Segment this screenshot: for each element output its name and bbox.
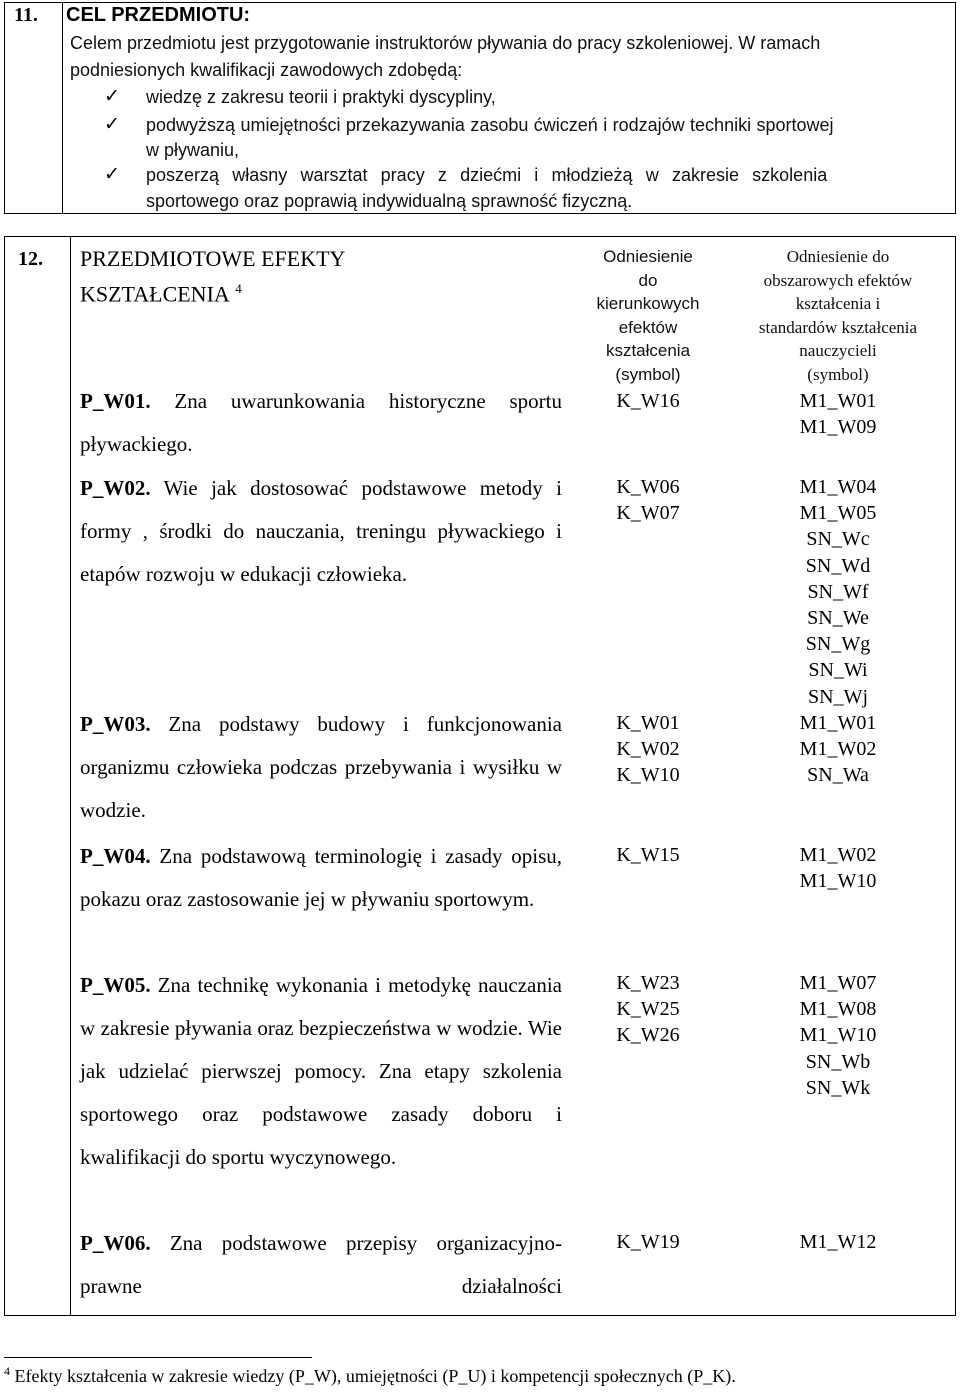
obszarowe-codes: [728, 388, 948, 440]
code-value: M1_W04: [799, 476, 877, 498]
effect-text: Wie jak dostosować podstawowe metody i formy , środki do nauczania, treningu pływackiego i etapów rozwoju w edukacji człowieka.: [80, 476, 562, 586]
code-value: K_W26: [616, 1024, 680, 1047]
effect-text: Zna technikę wykonania i metodykę nauczania w zakresie pływania oraz bezpieczeństwa w wodzie. Wie jak udzielać pierwszej pomocy. Zna etapy szkolenia sportowego oraz podstawowe zasady doboru i kwalifikacji do sportu wyczynowego.: [80, 973, 562, 1169]
section-11-intro-line2: podniesionych kwalifikacji zawodowych zdobędą:: [70, 60, 463, 80]
header-line: obszarowych efektów: [763, 270, 913, 290]
effect-code: P_W02.: [80, 476, 151, 500]
code-value: K_W02: [616, 738, 680, 761]
code-value: K_W19: [616, 1231, 680, 1253]
effect-code: P_W03.: [80, 712, 151, 736]
section-11-bullet2-line1: podwyższą umiejętności przekazywania zasobu ćwiczeń i rodzajów techniki sportowej: [146, 115, 834, 135]
code-value: K_W06: [616, 476, 680, 498]
effect-text: Zna podstawową terminologię i zasady opisu, pokazu oraz zastosowanie jej w pływaniu sportowym.: [80, 844, 562, 911]
code-value: K_W15: [616, 844, 680, 866]
section-12-number: 12.: [18, 248, 43, 270]
effect-row: [80, 1222, 562, 1308]
check-icon: ✓: [104, 164, 120, 185]
section-12-title-line1: PRZEDMIOTOWE EFEKTY: [80, 246, 346, 271]
section-12-title-line2: KSZTAŁCENIA: [80, 281, 230, 307]
col-obszarowe-header: [728, 245, 948, 387]
effect-text: Zna podstawy budowy i funkcjonowania organizmu człowieka podczas przebywania i wysiłku w wodzie.: [80, 712, 563, 822]
effect-row: [80, 964, 562, 1179]
code-value: SN_Wg: [805, 633, 871, 656]
effect-code: P_W05.: [80, 973, 151, 997]
kierunkowe-codes: [582, 710, 714, 789]
header-line: kształcenia i: [795, 294, 881, 314]
code-value: M1_W08: [799, 998, 877, 1021]
code-value: K_W23: [616, 972, 680, 994]
code-value: SN_Wa: [807, 764, 869, 787]
effect-code: P_W06.: [80, 1231, 151, 1255]
col-kierunkowe-header: [582, 245, 714, 387]
footnote-number: 4: [4, 1364, 10, 1378]
kierunkowe-codes: [582, 474, 714, 526]
footnote-text: Efekty kształcenia w zakresie wiedzy (P_W), umiejętności (P_U) i kompetencji społecznych (P_K).: [14, 1366, 736, 1386]
header-line: kierunkowych: [596, 294, 700, 314]
code-value: SN_Wc: [806, 528, 870, 551]
code-value: SN_Wk: [805, 1076, 871, 1099]
code-value: M1_W10: [799, 1024, 877, 1047]
code-value: K_W07: [616, 502, 680, 525]
footnote: [4, 1364, 736, 1387]
header-line: nauczycieli: [799, 341, 877, 361]
code-value: K_W25: [616, 998, 680, 1021]
kierunkowe-codes: [582, 388, 714, 414]
section-11-bullet2-line2: w pływaniu,: [146, 140, 240, 160]
header-line: efektów: [618, 317, 678, 337]
code-value: M1_W07: [799, 972, 877, 994]
header-line: do: [638, 270, 658, 290]
code-value: K_W10: [616, 764, 680, 787]
code-value: SN_Wi: [808, 659, 868, 682]
obszarowe-codes: [728, 710, 948, 789]
header-line: (symbol): [615, 364, 681, 384]
effect-code: P_W01.: [80, 389, 151, 413]
effect-row: [80, 835, 562, 921]
section-11-bullet3-line2: sportowego oraz poprawią indywidualną sprawność fizyczną.: [146, 191, 633, 211]
effect-row: [80, 380, 562, 466]
kierunkowe-codes: [582, 970, 714, 1049]
obszarowe-codes: [728, 842, 948, 894]
code-value: M1_W02: [799, 738, 877, 761]
section-12-title: [80, 244, 345, 309]
code-value: M1_W09: [799, 416, 877, 439]
effect-text: Zna podstawowe przepisy organizacyjno-prawne działalności: [80, 1231, 562, 1298]
column-divider: [70, 237, 71, 1315]
effect-code: P_W04.: [80, 844, 151, 868]
code-value: M1_W01: [799, 712, 877, 734]
column-divider: [62, 3, 63, 213]
effect-row: [80, 467, 562, 596]
check-icon: ✓: [104, 114, 120, 135]
code-value: M1_W02: [799, 844, 877, 866]
kierunkowe-codes: [582, 842, 714, 868]
code-value: M1_W01: [799, 390, 877, 412]
code-value: SN_Wd: [805, 554, 871, 577]
code-value: SN_Wj: [808, 685, 868, 708]
header-line: Odniesienie do: [786, 247, 890, 266]
footnote-separator: [4, 1357, 312, 1358]
header-line: standardów kształcenia: [758, 317, 918, 337]
effect-row: [80, 703, 562, 832]
code-value: K_W16: [616, 390, 680, 412]
code-value: M1_W10: [799, 870, 877, 893]
header-line: (symbol): [807, 364, 869, 384]
section-11-intro-line1: Celem przedmiotu jest przygotowanie instruktorów pływania do pracy szkoleniowej. W ramach: [70, 33, 821, 53]
code-value: K_W01: [616, 712, 680, 734]
obszarowe-codes: [728, 474, 948, 710]
section-11-number: 11.: [14, 4, 38, 26]
code-value: M1_W12: [799, 1231, 877, 1253]
obszarowe-codes: [728, 970, 948, 1101]
header-line: kształcenia: [605, 341, 691, 361]
code-value: SN_We: [807, 607, 869, 630]
footnote-ref: 4: [235, 281, 242, 296]
code-value: M1_W05: [799, 502, 877, 525]
check-icon: ✓: [104, 86, 120, 107]
obszarowe-codes: [728, 1229, 948, 1255]
code-value: SN_Wf: [807, 580, 869, 603]
header-line: Odniesienie: [603, 247, 693, 266]
section-11-bullet1: wiedzę z zakresu teorii i praktyki dyscypliny,: [146, 87, 496, 107]
kierunkowe-codes: [582, 1229, 714, 1255]
effect-text: Zna uwarunkowania historyczne sportu pływackiego.: [80, 389, 562, 456]
section-11-bullet3-line1: poszerzą własny warsztat pracy z dziećmi i młodzieżą w zakresie szkolenia: [146, 165, 828, 185]
section-11-title: CEL PRZEDMIOTU:: [66, 4, 251, 26]
code-value: SN_Wb: [805, 1050, 871, 1073]
